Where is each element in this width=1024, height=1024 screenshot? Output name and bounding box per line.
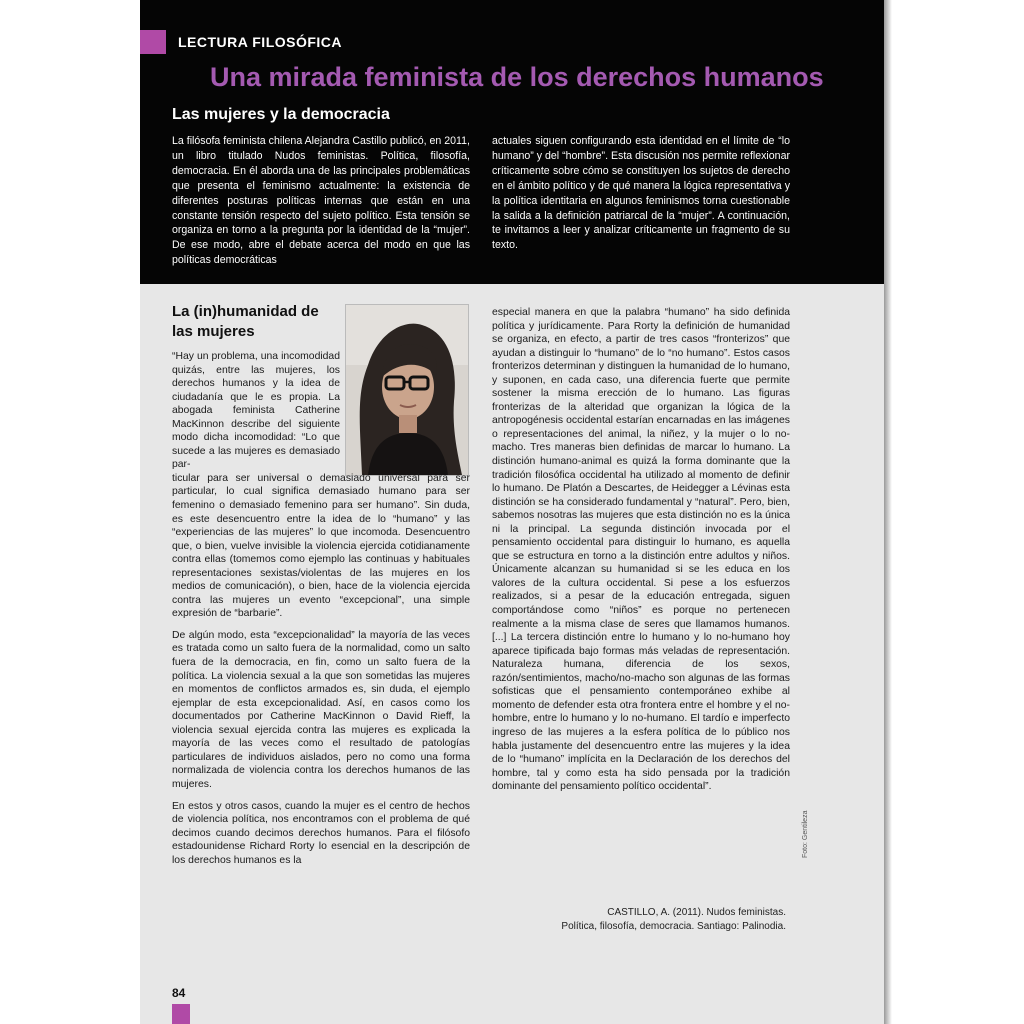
article-subtitle: Las mujeres y la democracia	[172, 106, 390, 123]
magazine-page	[140, 0, 884, 1024]
section-heading: La (in)humanidad de las mujeres	[172, 303, 319, 340]
page-number: 84	[172, 986, 186, 1000]
paragraph-col2: especial manera en que la palabra “humano” ha sido definida política y jurídicamente. Para Rorty la definición de humanidad se organiza, en efecto, a partir de tres casos “fronterizos” que ayudan a distinguir lo “humano” de lo “no humano”. Estos casos fronterizos determinan y distinguen la humanidad de lo humano, y suponen, en cada caso, una diferencia fuerte que permite sostener la misma erección de lo humano. Las figuras fronterizas de la alteridad que organizan la lógica de la antropogénesis occidental estarían encarnadas en las imágenes o representaciones del animal, la niñez, y la mujer o lo no-macho. Tres maneras bien definidas de marcar lo humano. La distinción humano-animal es quizá la forma dominante que la tradición filosófica occidental ha utilizado al momento de definir lo humano. De Platón a Descartes, de Heidegger a Lévinas esta distinción se ha considerado fundamental y “natural”. Pero, bien, sabemos nosotras las mujeres que esta distinción no es la única ni la principal. La segunda distinción invocada por el pensamiento occidental para distinguir lo humano, es aquella que se estructura en torno a la distinción entre adultos y niños. Únicamente alcanzan su humanidad si se les educa en los valores de la cultura occidental. Si pese a los esfuerzos realizados, si a pesar de la educación entregada, siguen comportándose como “niños” es porque no pertenecen realmente a la misma clase de seres que llamamos humanos. [...] La tercera distinción entre lo humano y lo no-humano hoy aparece tipificada bajo formas más veladas de representación. Naturaleza humana, diferencia de los sexos, razón/sentimientos, macho/no-macho son algunas de las formas sofisticas que el pensamiento contemporáneo exhibe al momento de defender esta otra frontera entre el hombre y el no-hombre, entre lo humano y lo no-humano. El tardío e imperfecto ingreso de las mujeres a la esfera política de lo público nos habla justamente del desencuentro entre las mujeres y la idea de lo “humano” implícita en la Declaración de los derechos del hombre, tal y como esta ha sido pensada por la tradición dominante del pensamiento político occidental”.	[492, 307, 790, 793]
page-shadow	[884, 0, 892, 1024]
wrapped-paragraph: “Hay un problema, una incomodidad quizás, entre las mujeres, los derechos humanos y la idea de ciudadanía que le es propia. La abogada feminista Catherine MacKinnon describe del siguiente modo dicha incomodidad: “Lo que sucede a las mujeres es demasiado par-	[172, 351, 340, 471]
photo-credit: Foto: Gentileza	[802, 810, 809, 858]
intro-column-1: La filósofa feminista chilena Alejandra Castillo publicó, en 2011, un libro titulado Nudos feministas. Política, filosofía, democracia. En él aborda una de las principales problemáticas que presenta el feminismo actualmente: la existencia de diferentes posturas políticas internas que están en una constante tensión respecto del sujeto político. Esta tensión se organiza en torno a la pregunta por la identidad de la “mujer”. De ese modo, abre el debate acerca del modo en que las políticas democráticas	[172, 135, 470, 267]
article-title: Una mirada feminista de los derechos humanos	[210, 62, 824, 92]
page-tab-marker	[172, 1004, 190, 1024]
intro-column-2: actuales siguen configurando esta identidad en el límite de “lo humano” y del “hombre”. Esta discusión nos permite reflexionar críticamente sobre cómo se constituyen los sujetos de derecho en el ámbito político y de qué manera la lógica representativa y la política identitaria en algunos feminismos torna cuestionable la salida a la definición patriarcal de la “mujer”. A continuación, te invitamos a leer y analizar críticamente un fragmento de su texto.	[492, 135, 790, 252]
header-banner	[140, 0, 884, 284]
section-label: LECTURA FILOSÓFICA	[178, 34, 343, 50]
article-body-column-1	[172, 350, 470, 875]
article-body-column-2	[492, 306, 790, 802]
citation-line-1: CASTILLO, A. (2011). Nudos feministas.	[607, 907, 786, 918]
citation	[520, 906, 786, 934]
citation-line-2: Política, filosofía, democracia. Santiago: Palinodia.	[561, 921, 786, 932]
paragraph-2: De algún modo, esta “excepcionalidad” la mayoría de las veces es tratada como un salto fuera de la normalidad, como un salto fuera de la democracia, en fin, como un salto fuera de la política. La violencia sexual a la que son sometidas las mujeres en momentos de conflictos armados es, sin duda, el ejemplo ejemplar de esta excepcionalidad. Así, en casos como los documentados por Catherine MacKinnon o David Rieff, la violencia sexual ejercida contra las mujeres es explicada la mayoría de las veces como el resultado de patologías particulares de individuos aislados, pero no como una forma normalizada de violencia contra los derechos humanos de las mujeres.	[172, 629, 470, 790]
paragraph-3: En estos y otros casos, cuando la mujer es el centro de hechos de violencia política, nos encontramos con el problema de qué decimos cuando decimos derechos humanos. Para el filósofo estadounidense Richard Rorty lo esencial en la descripción de los derechos humanos es la	[172, 800, 470, 866]
section-tab-marker	[140, 30, 166, 54]
paragraph-1: ticular para ser universal o demasiado universal para ser particular, lo cual significa demasiado humano para ser femenino o demasiado femenino para ser humano”. Sin duda, es este desencuentro entre la idea de lo “humano” y las “experiencias de las mujeres” lo que incomoda. Desencuentro que, o bien, vuelve invisible la violencia ejercida cotidianamente contra ellas (tomemos como ejemplo las continuas y habituales representaciones sexistas/violentas de las mujeres en los medios de comunicación), o bien, hace de la violencia ejercida contra las mujeres un evento “excepcional”, una simple expresión de “barbarie”.	[172, 472, 470, 620]
